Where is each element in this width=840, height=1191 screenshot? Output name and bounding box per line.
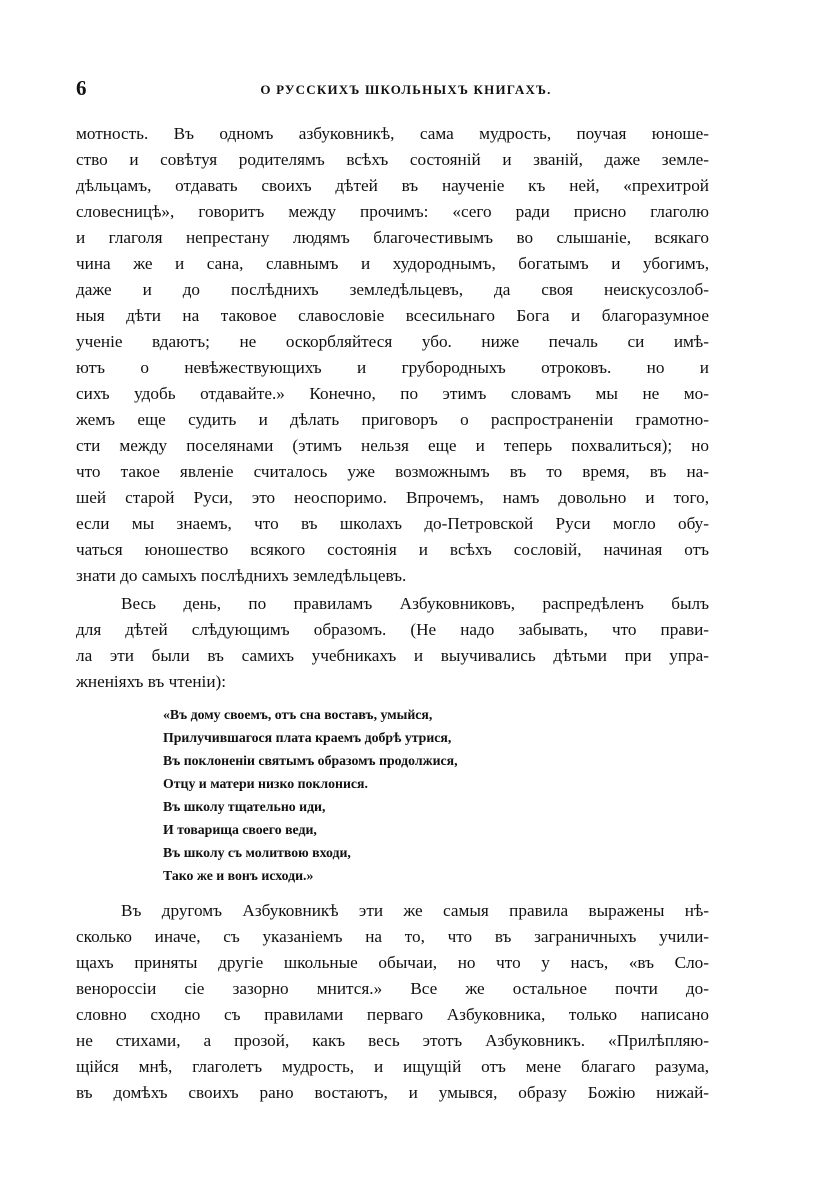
text-line: если мы знаемъ, что въ школахъ до-Петровской Руси могло обу- [76,514,709,533]
text-line: словесницѣ», говоритъ между прочимъ: «сего ради присно глаголю [76,202,709,221]
text-line: не стихами, а прозой, какъ весь этотъ Азбуковникъ. «Прилѣпляю- [76,1031,709,1050]
text-line: ла эти были въ самихъ учебникахъ и выучивались дѣтьми при упра- [76,646,709,665]
text-line: венороссіи сіе зазорно мнится.» Все же остальное почти до- [76,979,709,998]
text-line: сихъ удобь отдавайте.» Конечно, по этимъ словамъ мы не мо- [76,384,709,403]
text-line: чаться юношество всякого состоянія и всѣхъ сословій, начиная отъ [76,540,709,559]
text-line: даже и до послѣднихъ земледѣльцевъ, да своя неискусозлоб- [76,280,709,299]
text-line: словно сходно съ правилами перваго Азбуковника, только написано [76,1005,709,1024]
text-line: что такое явленіе считалось уже возможнымъ въ то время, въ на- [76,462,709,481]
text-line: Въ другомъ Азбуковникѣ эти же самыя правила выражены нѣ- [121,901,709,920]
text-line: чина же и сана, славнымъ и худороднымъ, богатымъ и убогимъ, [76,254,709,273]
text-line: щійся мнѣ, глаголетъ мудрость, и ищущій отъ мене благаго разума, [76,1057,709,1076]
verse-line: Прилучившагося плата краемъ добрѣ утрися, [163,730,452,745]
text-line: въ домѣхъ своихъ рано востаютъ, и умывся, образу Божію нижай- [76,1083,709,1102]
text-line: дѣльцамъ, отдавать своихъ дѣтей въ наученіе къ ней, «прехитрой [76,176,709,195]
verse-line: Тако же и вонъ исходи.» [163,868,314,883]
text-line: ныя дѣти на таковое славословіе всесильнаго Бога и благоразумное [76,306,709,325]
verse-line: Отцу и матери низко поклонися. [163,776,368,791]
verse-line: «Въ дому своемъ, отъ сна воставъ, умыйся, [163,707,433,722]
text-line: ютъ о невѣжествующихъ и грубородныхъ отроковъ. но и [76,358,709,377]
text-line: щахъ приняты другіе школьные обычаи, но что у насъ, «въ Сло- [76,953,709,972]
text-line: и глаголя непрестану людямъ благочестивымъ во слышаніе, всякаго [76,228,709,247]
text-line: ученіе вдаютъ; не оскорбляйтеся убо. ниже печаль си имѣ- [76,332,709,351]
text-line: жненіяхъ въ чтеніи): [76,672,227,691]
verse-line: Въ школу тщательно иди, [163,799,326,814]
text-line: для дѣтей слѣдующимъ образомъ. (Не надо забывать, что прави- [76,620,709,639]
text-line: сти между поселянами (этимъ нельзя еще и теперь похвалиться); но [76,436,709,455]
page-header [76,76,736,104]
verse-line: Въ школу съ молитвою входи, [163,845,351,860]
text-line: сколько иначе, съ указаніемъ на то, что въ заграничныхъ учили- [76,927,709,946]
verse-line: Въ поклоненіи святымъ образомъ продолжися, [163,753,458,768]
text-line: ство и совѣтуя родителямъ всѣхъ состояній и званій, даже земле- [76,150,709,169]
text-line: жемъ еще судить и дѣлать приговоръ о распространеніи грамотно- [76,410,709,429]
text-line: шей старой Руси, это неоспоримо. Впрочемъ, намъ довольно и того, [76,488,709,507]
text-line: мотность. Въ одномъ азбуковникѣ, сама мудрость, поучая юноше- [76,124,709,143]
verse-line: И товарища своего веди, [163,822,317,837]
text-line: знати до самыхъ послѣднихъ земледѣльцевъ. [76,566,407,585]
page-number: 6 [76,76,87,100]
text-line: Весь день, по правиламъ Азбуковниковъ, распредѣленъ былъ [121,594,709,613]
running-title: О РУССКИХЪ ШКОЛЬНЫХЪ КНИГАХЪ. [260,82,552,97]
